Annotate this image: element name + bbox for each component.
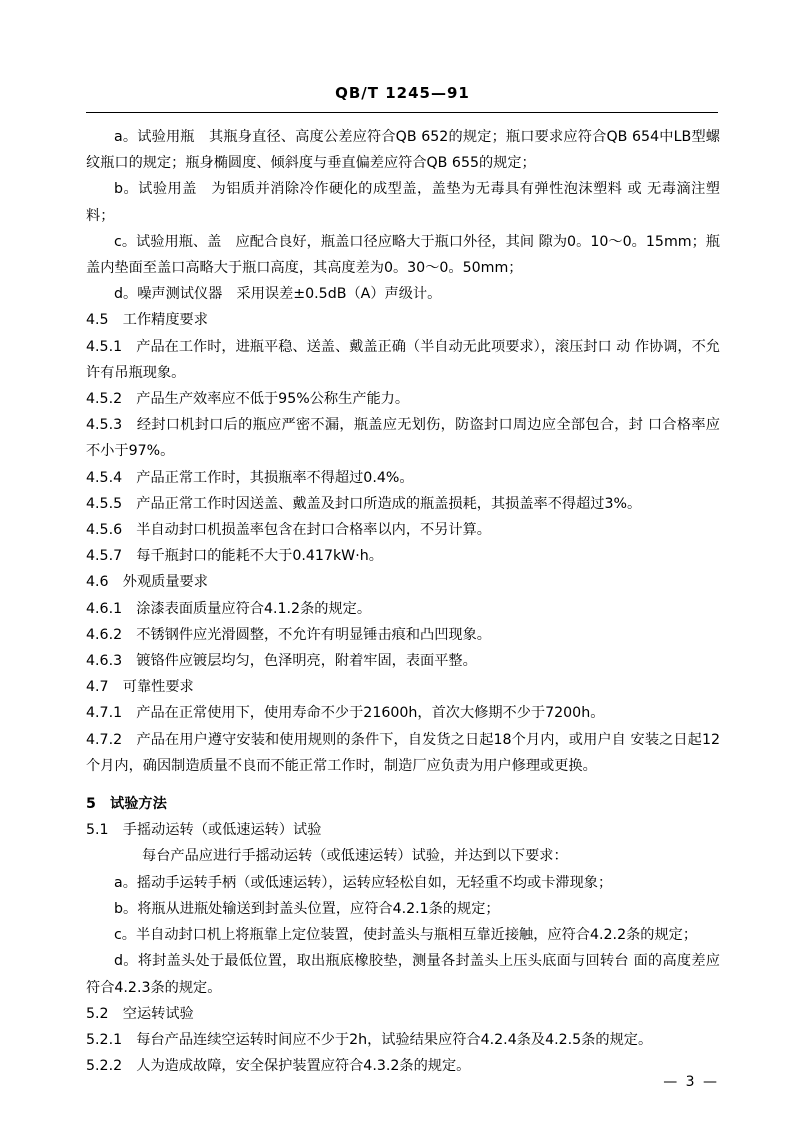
clause-5-1-b: b。将瓶从进瓶处输送到封盖头位置，应符合4.2.1条的规定；: [114, 900, 500, 917]
page-number: — 3 —: [663, 1074, 719, 1090]
clause-5-2-heading: 5.2 空运转试验: [86, 1005, 194, 1022]
clause-c-bottle-cap-fit: c。试验用瓶、盖 应配合良好，瓶盖口径应略大于瓶口外径，其间 隙为0。10～0。15mm；瓶盖内垫面至盖口高略大于瓶口高度，其高度差为0。30～0。50mm；: [86, 233, 720, 277]
clause-5-1-c: c。半自动封口机上将瓶靠上定位装置，使封盖头与瓶相互靠近接触，应符合4.2.2条的规定；: [114, 927, 698, 944]
document-body: [86, 124, 720, 1079]
section-5-title: 5 试验方法: [86, 796, 167, 813]
clause-a-test-bottle: a。试验用瓶 其瓶身直径、高度公差应符合QB 652的规定；瓶口要求应符合QB 654中LB型螺纹瓶口的规定；瓶身椭圆度、倾斜度与垂直偏差应符合QB 655的规定；: [86, 129, 720, 172]
clause-5-1-d: d。将封盖头处于最低位置，取出瓶底橡胶垫，测量各封盖头上压头底面与回转台 面的高度差应符合4.2.3条的规定。: [86, 953, 720, 996]
clause-4-5-2: 4.5.2 产品生产效率应不低于95%公称生产能力。: [86, 391, 410, 408]
clause-5-2-1: 5.2.1 每台产品连续空运转时间应不少于2h，试验结果应符合4.2.4条及4.2.5条的规定。: [86, 1031, 653, 1048]
clause-4-7-2: 4.7.2 产品在用户遵守安装和使用规则的条件下，自发货之日起18个月内，或用户自 安装之日起12个月内，确因制造质量不良而不能正常工作时，制造厂应负责为用户修理或更换。: [86, 731, 720, 774]
clause-4-6-2: 4.6.2 不锈钢件应光滑圆整，不允许有明显锤击痕和凸凹现象。: [86, 626, 491, 643]
clause-5-1-a: a。摇动手运转手柄（或低速运转），运转应轻松自如，无轻重不均或卡滞现象；: [114, 874, 613, 891]
header-divider-rule: [86, 112, 718, 113]
clause-4-5-heading: 4.5 工作精度要求: [86, 312, 208, 329]
clause-4-6-1: 4.6.1 涂漆表面质量应符合4.1.2条的规定。: [86, 600, 372, 617]
clause-4-5-5: 4.5.5 产品正常工作时因送盖、戴盖及封口所造成的瓶盖损耗，其损盖率不得超过3%。: [86, 495, 642, 512]
clause-4-7-heading: 4.7 可靠性要求: [86, 679, 194, 696]
clause-4-5-7: 4.5.7 每千瓶封口的能耗不大于0.417kW·h。: [86, 548, 383, 565]
clause-4-7-1: 4.7.1 产品在正常使用下，使用寿命不少于21600h，首次大修期不少于7200h。: [86, 705, 605, 722]
page-header-standard-number: QB/T 1245—91: [335, 84, 470, 102]
clause-4-5-3: 4.5.3 经封口机封口后的瓶应严密不漏，瓶盖应无划伤，防盗封口周边应全部包合，封 口合格率应不小于97%。: [86, 417, 720, 460]
clause-4-6-heading: 4.6 外观质量要求: [86, 574, 208, 591]
clause-b-test-cap: b。试验用盖 为铝质并消除冷作硬化的成型盖，盖垫为无毒具有弹性泡沫塑料 或 无毒滴注塑料；: [86, 181, 720, 224]
clause-5-1-heading: 5.1 手摇动运转（或低速运转）试验: [86, 822, 322, 839]
clause-4-5-1: 4.5.1 产品在工作时，进瓶平稳、送盖、戴盖正确（半自动无此项要求），滚压封口 动 作协调，不允许有吊瓶现象。: [86, 338, 720, 381]
clause-4-5-6: 4.5.6 半自动封口机损盖率包含在封口合格率以内，不另计算。: [86, 522, 491, 539]
clause-5-1-intro: 每台产品应进行手摇动运转（或低速运转）试验，并达到以下要求：: [142, 848, 568, 865]
section-spacer: [86, 779, 720, 791]
clause-5-2-2: 5.2.2 人为造成故障，安全保护装置应符合4.3.2条的规定。: [86, 1058, 471, 1075]
clause-4-5-4: 4.5.4 产品正常工作时，其损瓶率不得超过0.4%。: [86, 469, 414, 486]
clause-4-6-3: 4.6.3 镀铬件应镀层均匀，色泽明亮，附着牢固，表面平整。: [86, 653, 477, 670]
clause-d-noise-instrument: d。噪声测试仪器 采用误差±0.5dB（A）声级计。: [114, 286, 442, 303]
